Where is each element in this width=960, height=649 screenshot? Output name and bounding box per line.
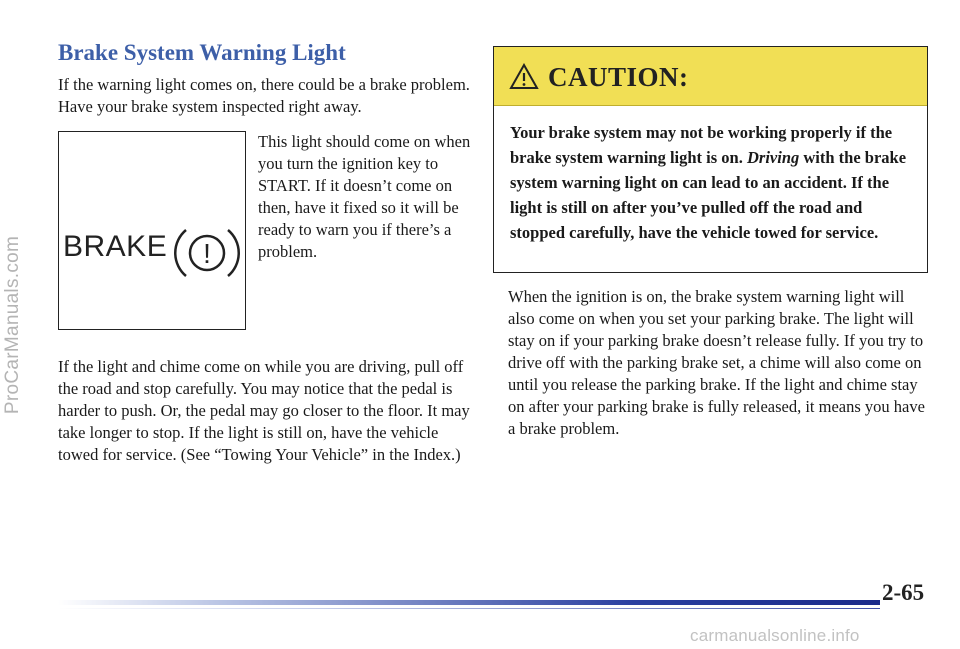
figure-description: This light should come on when you turn the ignition key to START. If it doesn’t come on then, have it fixed so it will be ready to warn you if there’s a problem. [258, 132, 471, 261]
warning-triangle-icon [509, 63, 539, 90]
caution-text-italic: Driving [746, 148, 800, 167]
caution-text [510, 120, 910, 245]
brake-warning-figure [58, 131, 246, 330]
footer-rule-thin [58, 608, 880, 609]
caution-text-start: Your brake system may not be working properly if the brake system warning light is on. [510, 123, 893, 167]
brake-label: BRAKE [63, 230, 168, 263]
side-watermark [0, 0, 28, 649]
brake-warning-icon [172, 218, 242, 288]
driving-paragraph: If the light and chime come on while you are driving, pull off the road and stop carefully. You may notice that the pedal is harder to push. Or, the pedal may go closer to the floor. It may take longer to stop. If the light is still on, have the vehicle towed for service. (See “Towing Your Vehicle” in the Index.) [58, 357, 470, 464]
page-number: 2-65 [882, 580, 925, 605]
caution-text-end: with the brake system warning light on can lead to an accident. If the light is still on after you’ve pulled off the road and stopped carefully, have the vehicle towed for service. [510, 148, 907, 242]
caution-title: CAUTION: [548, 62, 689, 92]
parking-brake-paragraph: When the ignition is on, the brake system warning light will also come on when you set your parking brake. The light will stay on if your parking brake doesn’t release fully. If you try to drive off with the parking brake set, a chime will also come on until you release the parking brake. If the light and chime stay on after your parking brake is fully released, it means you have a brake problem. [508, 287, 925, 438]
caution-box [493, 46, 928, 273]
footer-watermark: carmanualsonline.info [690, 626, 860, 645]
caution-header [494, 47, 927, 106]
brake-warning-symbol: ! [203, 238, 211, 269]
intro-paragraph: If the warning light comes on, there could be a brake problem. Have your brake system inspected right away. [58, 75, 470, 116]
footer-rule [58, 600, 880, 605]
section-heading: Brake System Warning Light [58, 40, 346, 65]
side-watermark-text: ProCarManuals.com [2, 235, 23, 414]
